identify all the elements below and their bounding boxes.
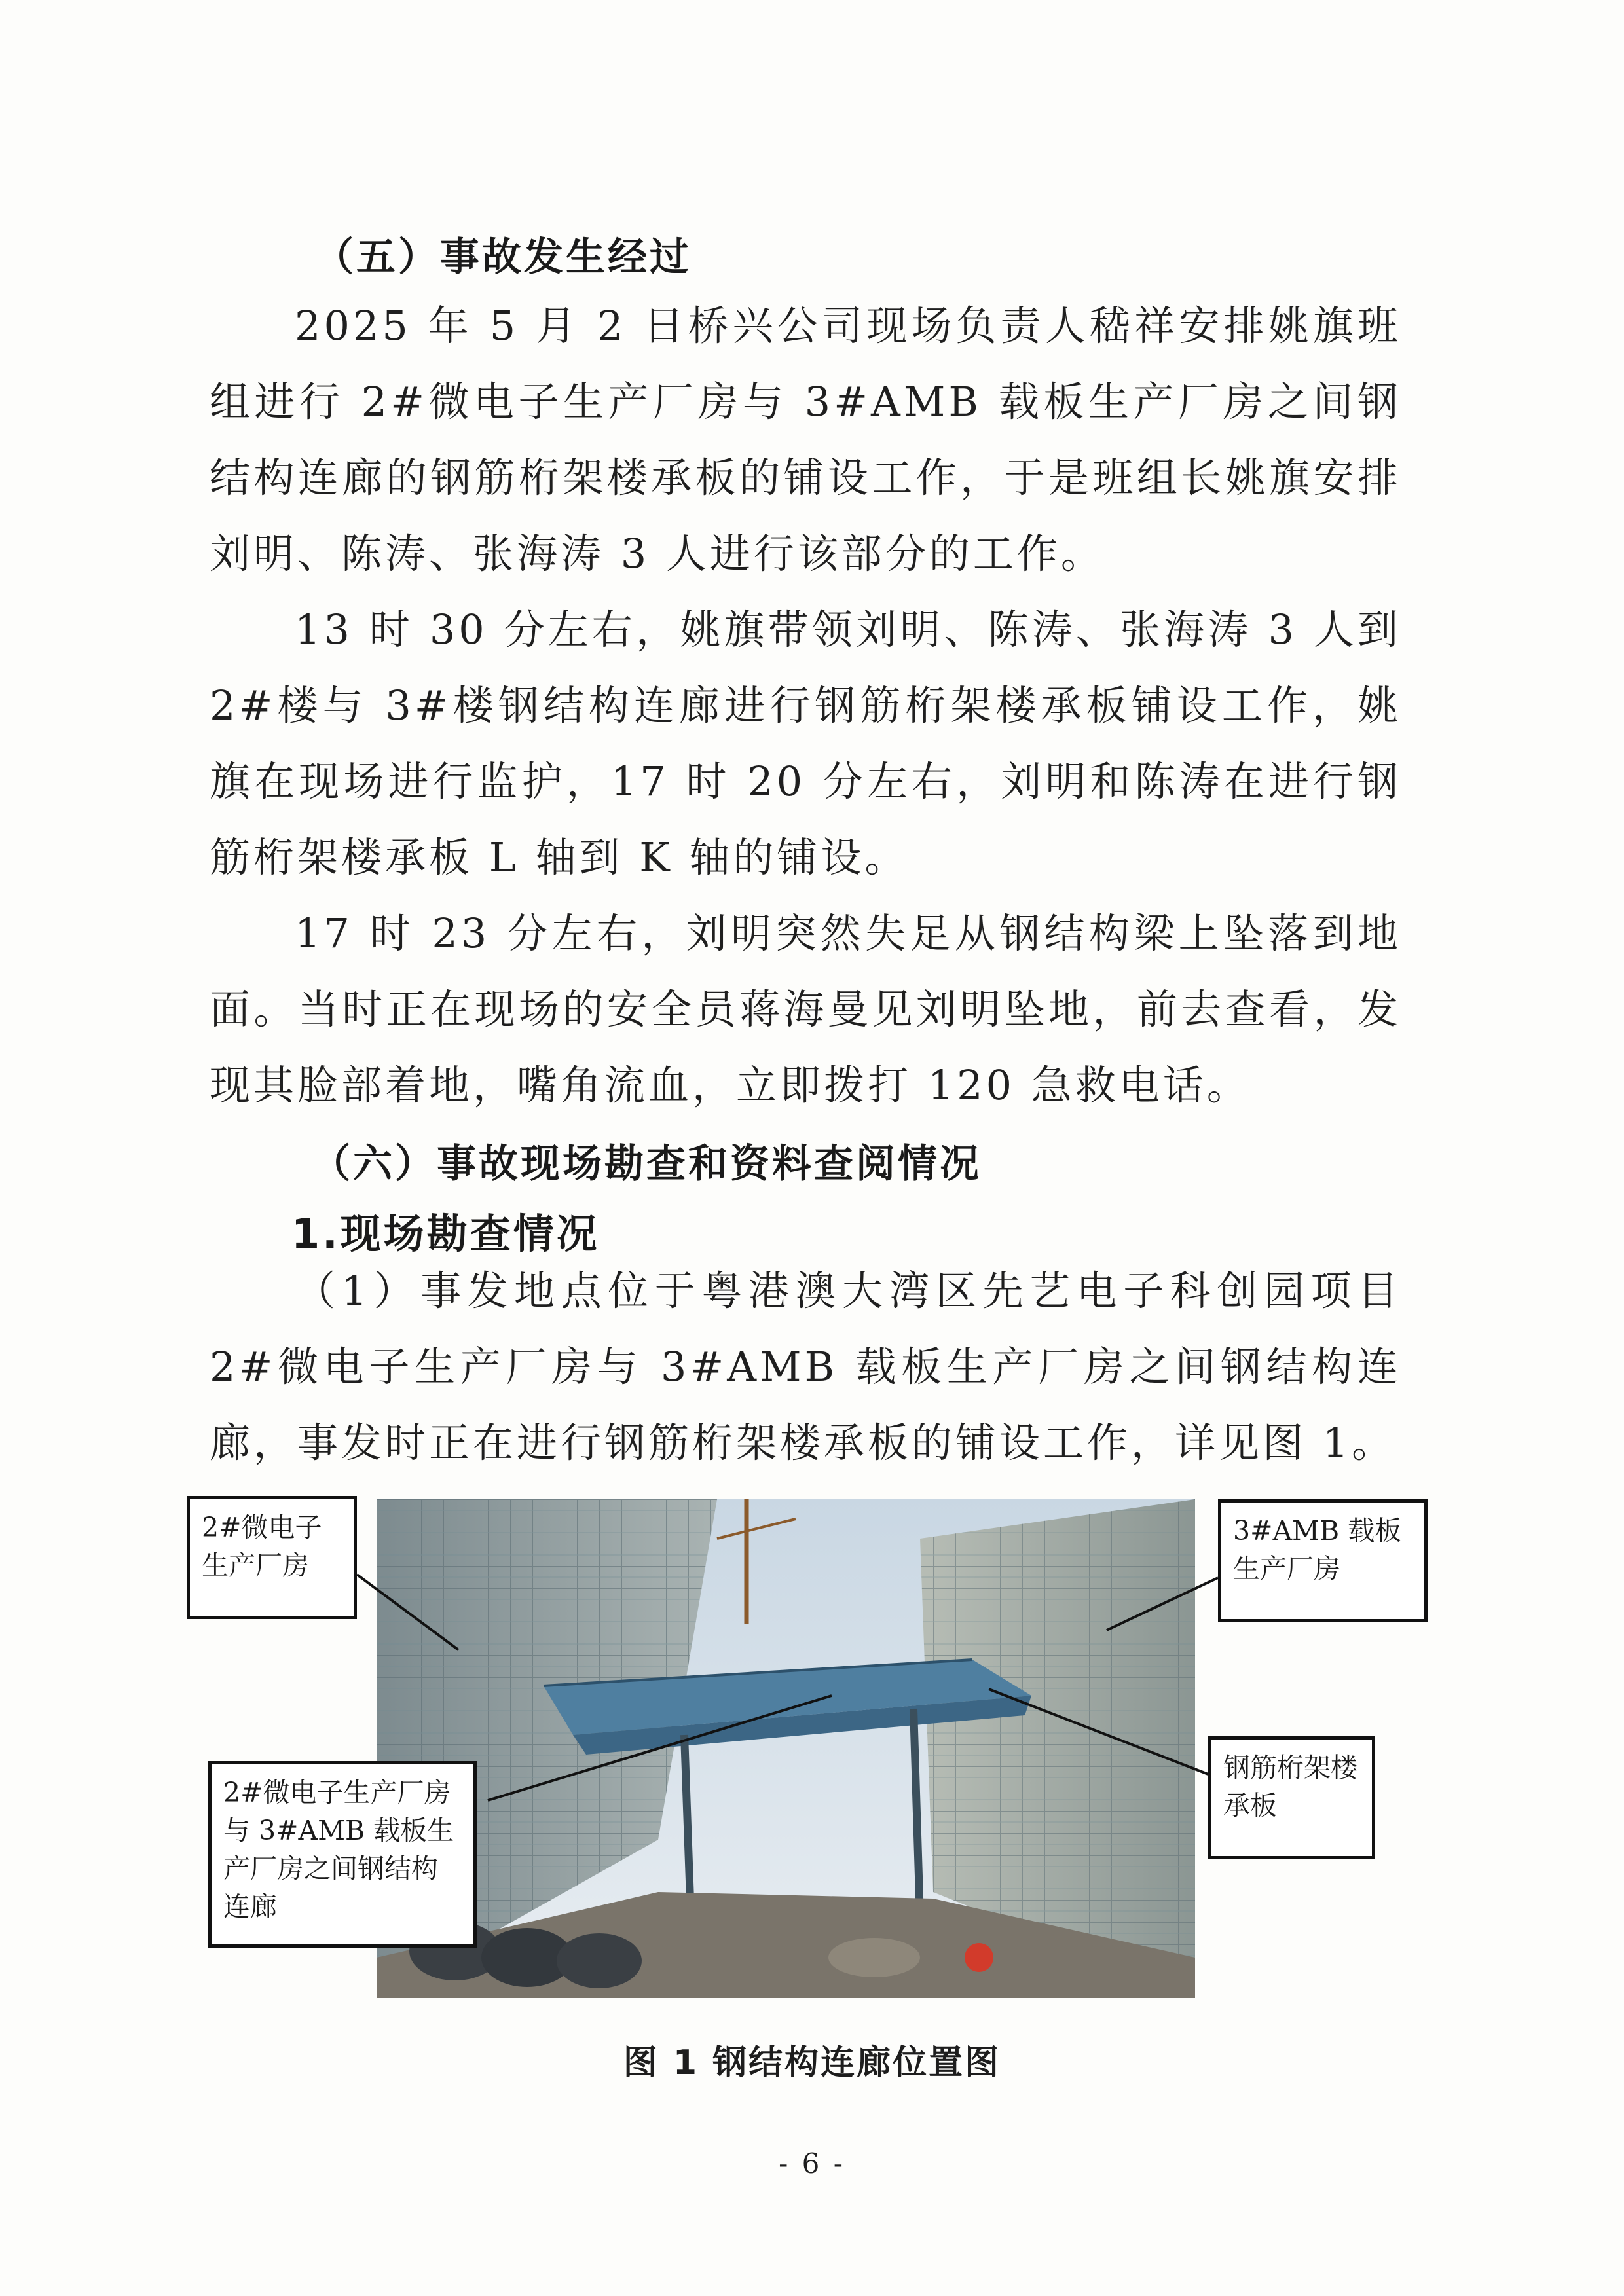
- callout-building-3: 3#AMB 载板生产厂房: [1218, 1499, 1428, 1622]
- section-6-heading: （六）事故现场勘查和资料查阅情况: [311, 1141, 982, 1187]
- callout-floor-deck: 钢筋桁架楼承板: [1208, 1736, 1375, 1859]
- section-5-heading: （五）事故发生经过: [314, 234, 692, 280]
- section-6-paragraph-1: （1）事发地点位于粤港澳大湾区先艺电子科创园项目 2#微电子生产厂房与 3#AMB 载板生产厂房之间钢结构连廊，事发时正在进行钢筋桁架楼承板的铺设工作，详见图 1。: [210, 1267, 1401, 1467]
- callout-building-2: 2#微电子生产厂房: [187, 1496, 357, 1619]
- page-number: - 6 -: [779, 2147, 845, 2179]
- corridor-photo: [377, 1499, 1195, 1998]
- figure-caption: 图 1 钢结构连廊位置图: [623, 2043, 1001, 2083]
- section-5-paragraph-1: 2025 年 5 月 2 日桥兴公司现场负责人嵇祥安排姚旗班组进行 2#微电子生产厂房与 3#AMB 载板生产厂房之间钢结构连廊的钢筋桁架楼承板的铺设工作，于是班组长姚旗安排刘明、陈涛、张海涛 3 人进行该部分的工作。: [210, 302, 1401, 577]
- section-5-paragraph-3: 17 时 23 分左右，刘明突然失足从钢结构梁上坠落到地面。当时正在现场的安全员蒋海曼见刘明坠地，前去查看，发现其脸部着地，嘴角流血，立即拨打 120 急救电话。: [210, 909, 1401, 1109]
- section-6-subheading: 1.现场勘查情况: [291, 1210, 600, 1258]
- section-5-paragraph-2: 13 时 30 分左右，姚旗带领刘明、陈涛、张海涛 3 人到 2#楼与 3#楼钢结构连廊进行钢筋桁架楼承板铺设工作，姚旗在现场进行监护，17 时 20 分左右，刘明和陈涛在进行钢筋桁架楼承板 L 轴到 K 轴的铺设。: [210, 606, 1401, 881]
- callout-corridor: 2#微电子生产厂房与 3#AMB 载板生产厂房之间钢结构连廊: [208, 1761, 477, 1948]
